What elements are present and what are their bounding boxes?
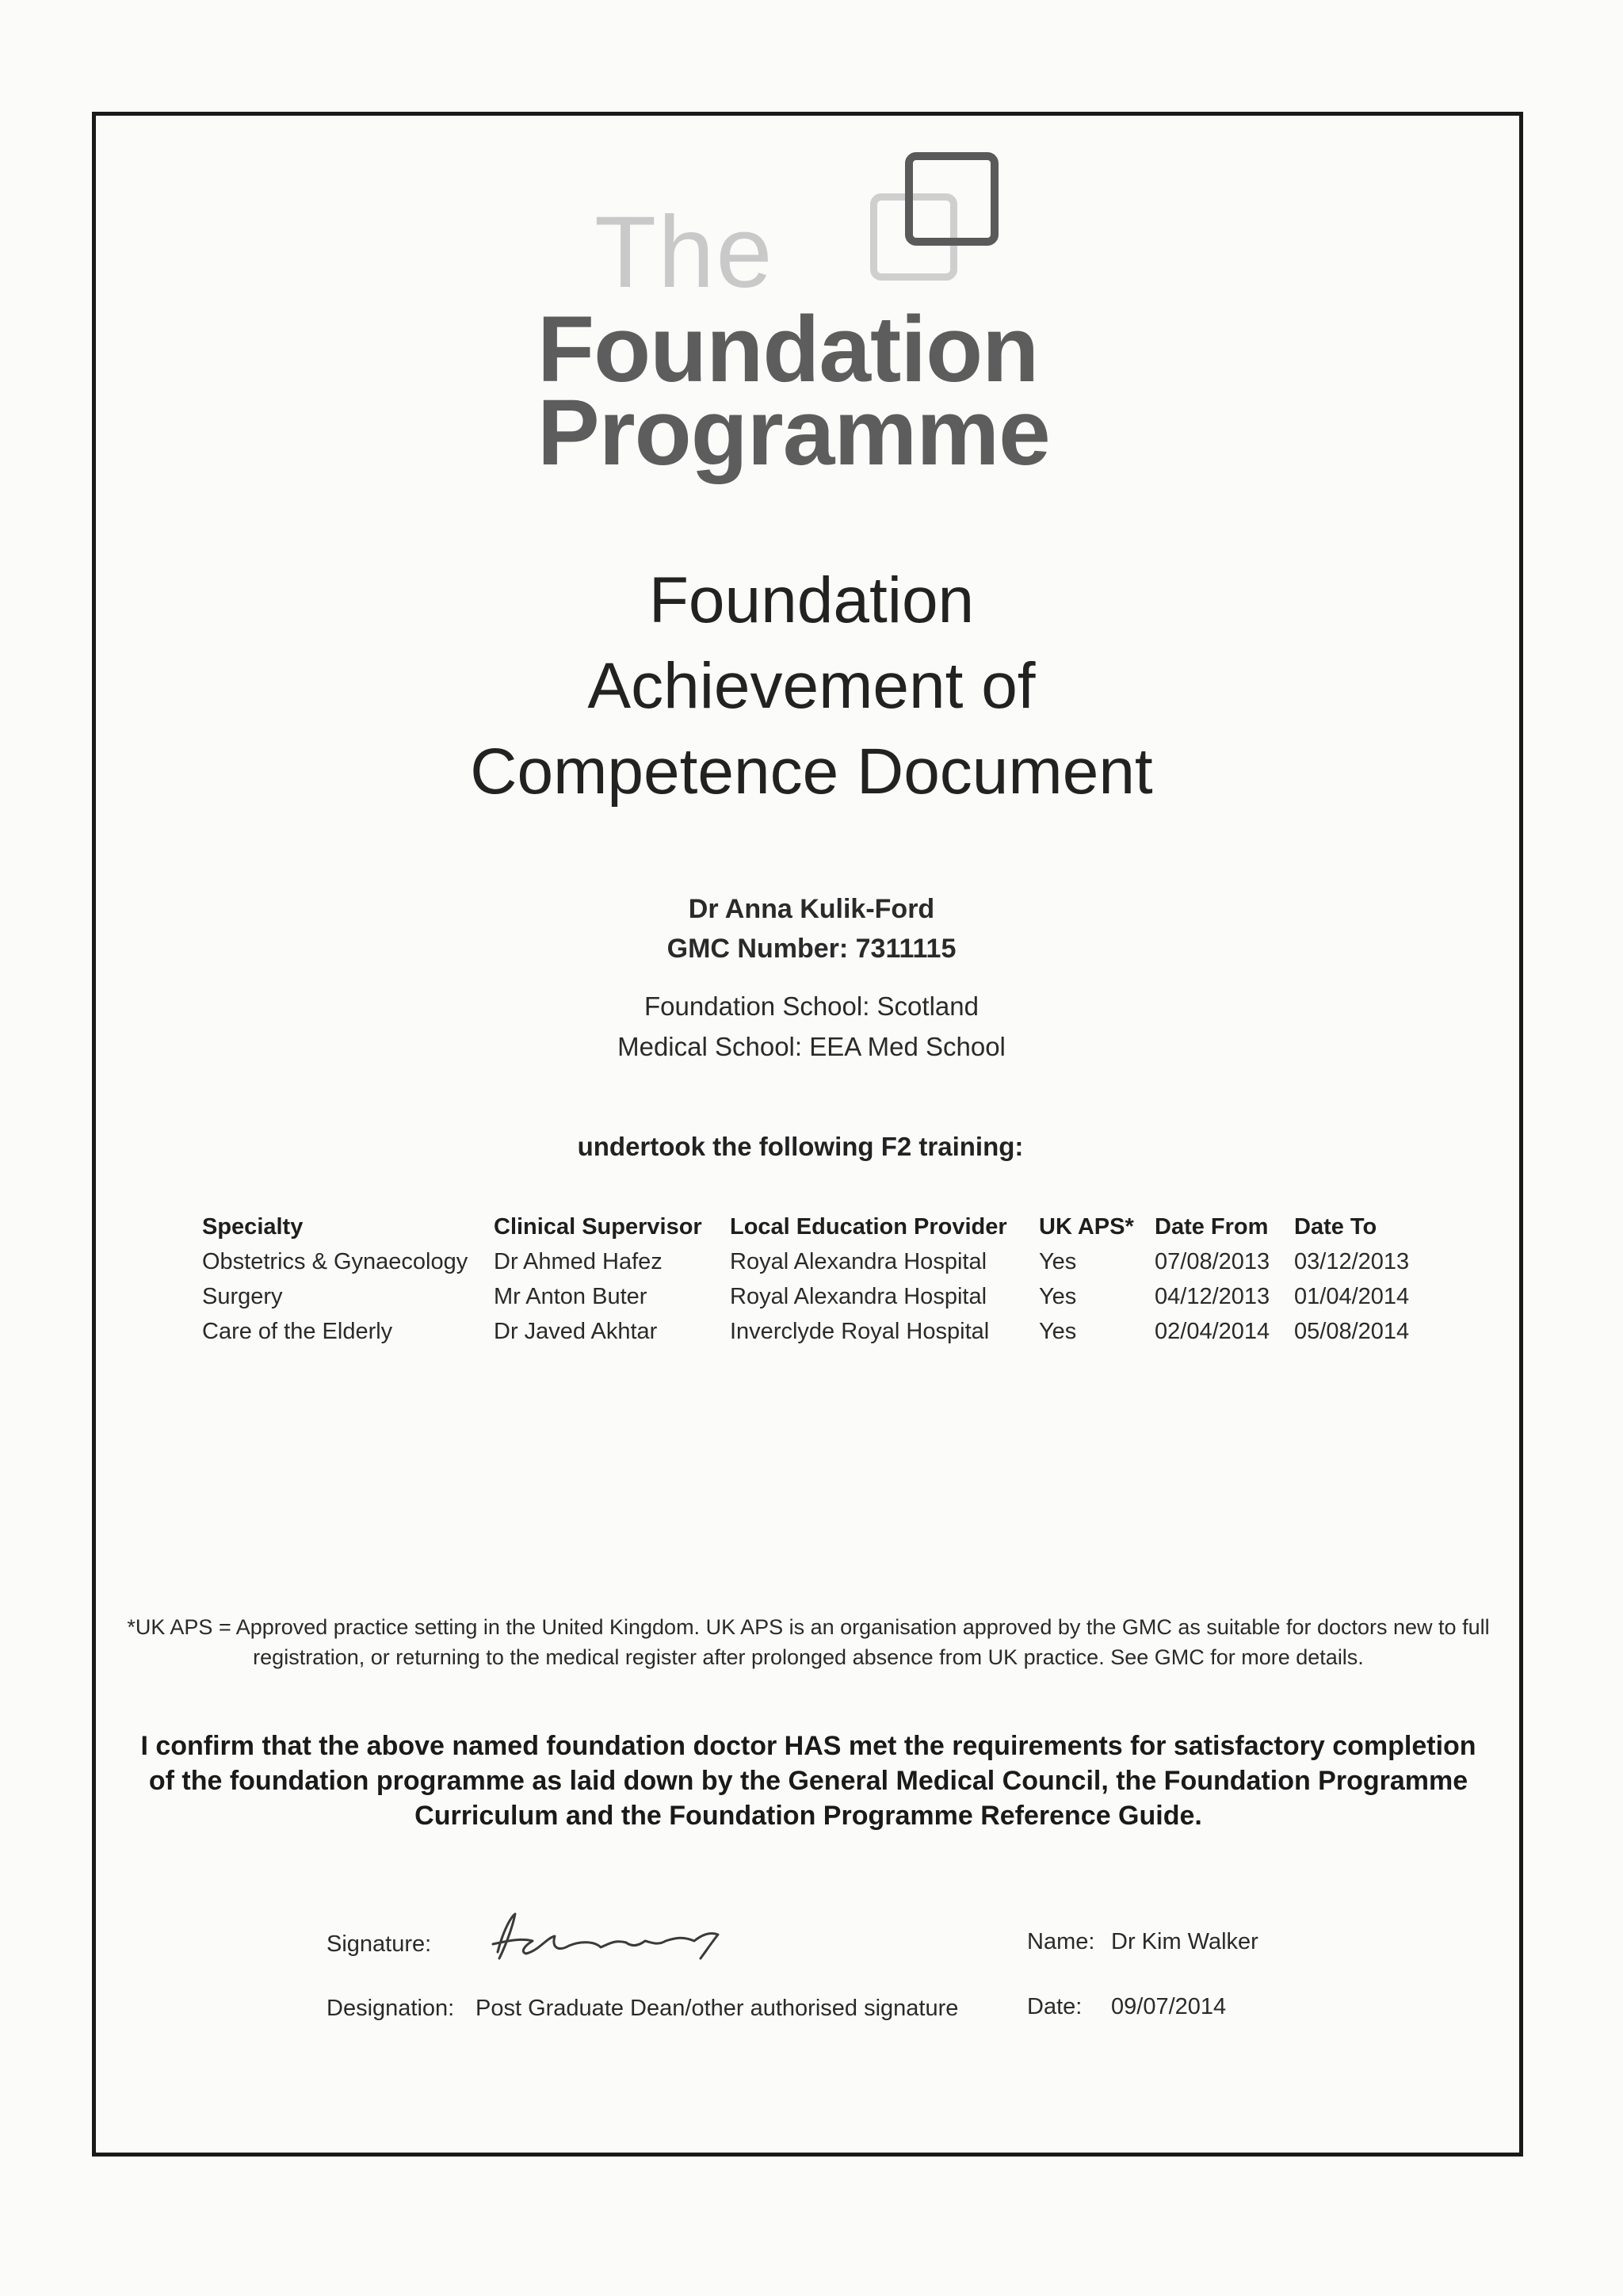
cell-date-to: 05/08/2014 (1294, 1318, 1410, 1344)
cell-date-from: 02/04/2014 (1155, 1318, 1270, 1344)
cell-date-to: 01/04/2014 (1294, 1283, 1410, 1309)
cell-specialty: Care of the Elderly (202, 1318, 393, 1344)
signoff-date: 09/07/2014 (1111, 1994, 1227, 2019)
header-date-to: Date To (1294, 1213, 1377, 1240)
handwritten-signature (475, 1906, 761, 1969)
header-date-from: Date From (1155, 1213, 1269, 1240)
header-uk-aps: UK APS* (1039, 1213, 1134, 1240)
cell-date-from: 07/08/2013 (1155, 1248, 1270, 1274)
cell-uk-aps: Yes (1039, 1283, 1077, 1309)
cell-uk-aps: Yes (1039, 1248, 1077, 1274)
signatory-name: Dr Kim Walker (1111, 1929, 1258, 1954)
confirmation-statement: I confirm that the above named foundation doctor HAS met the requirements for satisfactory completion of the foundation programme as laid down by the General Medical Council, the Foundation Programme Curriculum and the Foundation Programme Reference Guide. (140, 1731, 1476, 1831)
training-table (197, 1209, 1417, 1349)
designation-label: Designation: (327, 1996, 455, 2021)
cell-supervisor: Mr Anton Buter (494, 1283, 647, 1309)
cell-date-to: 03/12/2013 (1294, 1248, 1410, 1274)
cell-provider: Inverclyde Royal Hospital (730, 1318, 990, 1344)
table-row (197, 1244, 1417, 1279)
header-local-education-provider: Local Education Provider (730, 1213, 1007, 1240)
logo-text-foundation: Foundation (537, 297, 1039, 402)
cell-provider: Royal Alexandra Hospital (730, 1248, 987, 1274)
designation-value: Post Graduate Dean/other authorised signature (475, 1996, 959, 2021)
logo-text-the: The (594, 196, 774, 309)
title-line-1: Foundation (648, 564, 975, 636)
training-intro: undertook the following F2 training: (577, 1132, 1024, 1161)
medical-school: Medical School: EEA Med School (617, 1032, 1006, 1061)
name-label: Name: (1027, 1929, 1095, 1954)
table-header-row (197, 1209, 1417, 1244)
header-clinical-supervisor: Clinical Supervisor (494, 1213, 702, 1240)
header-specialty: Specialty (202, 1213, 304, 1240)
cell-supervisor: Dr Javed Akhtar (494, 1318, 658, 1344)
date-label: Date: (1027, 1994, 1083, 2019)
table-row (197, 1279, 1417, 1314)
doctor-name: Dr Anna Kulik-Ford (688, 894, 935, 924)
cell-date-from: 04/12/2013 (1155, 1283, 1270, 1309)
uk-aps-footnote: *UK APS = Approved practice setting in the United Kingdom. UK APS is an organisation approved by the GMC as suitable for doctors new to full registration, or returning to the medical register after prolonged absence from UK practice. See GMC for more details. (127, 1615, 1490, 1669)
cell-specialty: Surgery (202, 1283, 283, 1309)
cell-provider: Royal Alexandra Hospital (730, 1283, 987, 1309)
logo-text-programme: Programme (537, 380, 1050, 485)
title-line-2: Achievement of (587, 650, 1036, 722)
title-line-3: Competence Document (470, 735, 1153, 808)
cell-supervisor: Dr Ahmed Hafez (494, 1248, 663, 1274)
signature-label: Signature: (327, 1931, 432, 1957)
logo-square-dark (905, 152, 999, 246)
cell-uk-aps: Yes (1039, 1318, 1077, 1344)
cell-specialty: Obstetrics & Gynaecology (202, 1248, 468, 1274)
gmc-number: GMC Number: 7311115 (666, 934, 957, 964)
table-row (197, 1314, 1417, 1349)
foundation-school: Foundation School: Scotland (644, 991, 979, 1021)
